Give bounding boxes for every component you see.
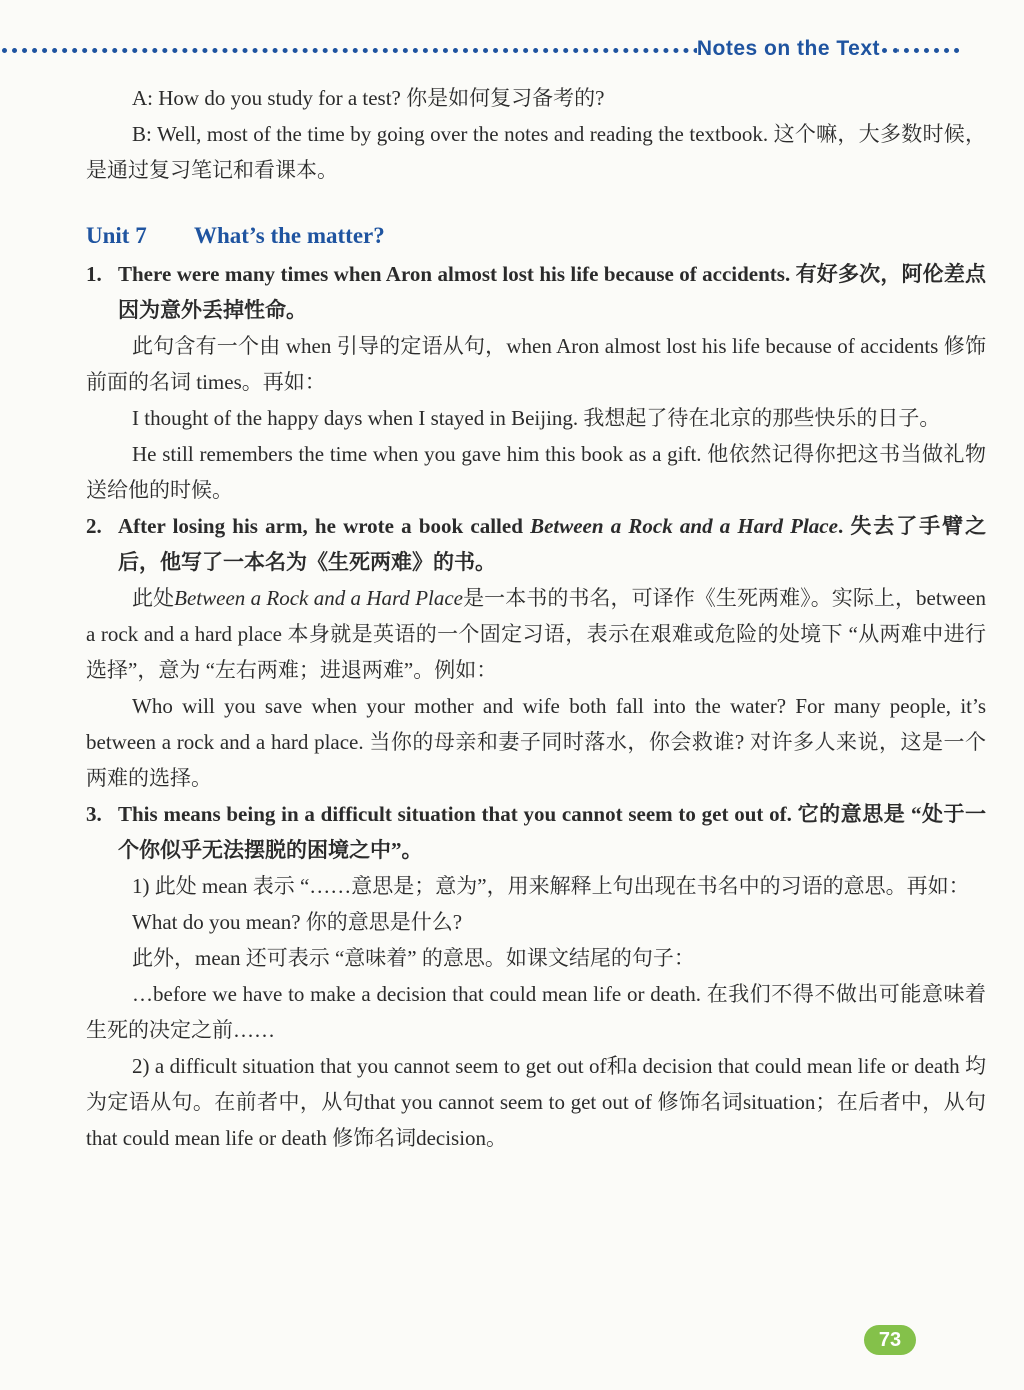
unit-title: What’s the matter? <box>194 223 385 248</box>
header-title: Notes on the Text <box>696 37 880 60</box>
note-heading-text: . 失去了手臂之后，他写了一本名为《生死两难》的书。 <box>118 514 986 574</box>
text-span: 此处 <box>132 586 175 610</box>
note-number: 3. <box>86 802 102 826</box>
note-3-paragraph: 1) 此处 mean 表示 “……意思是；意为”，用来解释上句出现在书名中的习语的意思。再如： <box>132 874 970 898</box>
note-2-example: Who will you save when your mother and wife both fall into the water? For many people, it’s between a rock and a hard place. 当你的母亲和妻子同时落水，你会救谁? 对许多人来说，这是一个两难的选择。 <box>86 694 986 790</box>
note-heading-text: There were many times when Aron almost lost his life because of accidents. 有好多次，阿伦差点因为意外丢掉性命。 <box>118 262 986 322</box>
note-3-paragraph: 此外，mean 还可表示 “意味着” 的意思。如课文结尾的句子： <box>132 946 695 970</box>
note-1-paragraph: 此句含有一个由 when 引导的定语从句，when Aron almost lost his life because of accidents 修饰前面的名词 times。再如： <box>86 334 986 394</box>
page-number-badge: 73 <box>864 1325 916 1355</box>
note-1-heading <box>86 256 986 328</box>
note-number: 2. <box>86 514 102 538</box>
dialog-line-b: B: Well, most of the time by going over the notes and reading the textbook. 这个嘛，大多数时候，是通过复习笔记和看课本。 <box>86 122 986 182</box>
running-header <box>0 36 960 62</box>
note-1-example: I thought of the happy days when I stayed in Beijing. 我想起了待在北京的那些快乐的日子。 <box>132 406 941 430</box>
book-title-italic: Between a Rock and a Hard Place <box>530 514 838 538</box>
page-content <box>86 80 986 1156</box>
note-1-example: He still remembers the time when you gave him this book as a gift. 他依然记得你把这书当做礼物送给他的时候。 <box>86 442 986 502</box>
note-heading-text: After losing his arm, he wrote a book called <box>118 514 531 538</box>
note-number: 1. <box>86 262 102 286</box>
note-2-heading <box>86 508 986 580</box>
dialog-line-a: A: How do you study for a test? 你是如何复习备考的? <box>132 86 605 110</box>
note-2-paragraph <box>86 580 986 688</box>
book-title-italic: Between a Rock and a Hard Place <box>174 586 464 610</box>
text-span: 是一本书的书名，可译作《生死两难》。实际上，between a rock and a hard place 本身就是英语的一个固定习语，表示在艰难或危险的处境下 “从两难中进行选择”，意为 “左右两难；进退两难”。例如： <box>86 586 987 682</box>
note-3-heading <box>86 796 986 868</box>
note-3-paragraph: 2) a difficult situation that you cannot seem to get out of和a decision that could mean life or death 均为定语从句。在前者中，从句that you cannot seem to get out of 修饰名词situation；在后者中，从句that could mean life or death 修饰名词decision。 <box>86 1054 986 1150</box>
note-heading-text: This means being in a difficult situation that you cannot seem to get out of. 它的意思是 “处于一个你似乎无法摆脱的困境之中”。 <box>118 802 986 862</box>
note-3-example: …before we have to make a decision that could mean life or death. 在我们不得不做出可能意味着生死的决定之前…… <box>86 982 986 1042</box>
unit-heading <box>86 216 986 256</box>
header-dotted-tail <box>882 48 898 53</box>
unit-number: Unit 7 <box>86 223 147 248</box>
note-3-example: What do you mean? 你的意思是什么? <box>132 910 463 934</box>
